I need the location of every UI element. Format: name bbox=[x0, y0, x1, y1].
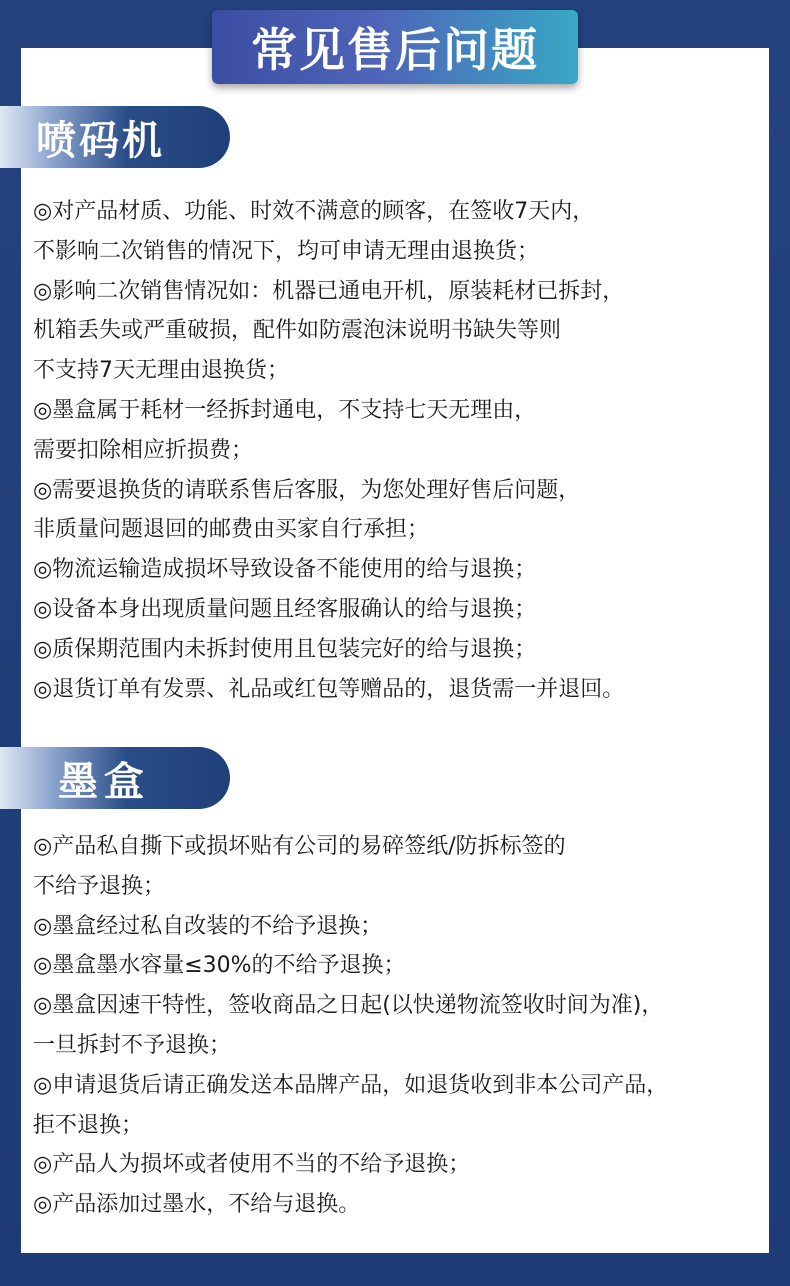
policy-line: ◎退货订单有发票、礼品或红包等赠品的，退货需一并退回。 bbox=[33, 676, 625, 702]
policy-line: 机箱丢失或严重破损，配件如防震泡沫说明书缺失等则 bbox=[33, 318, 562, 344]
policy-line: 拒不退换； bbox=[33, 1112, 144, 1138]
policy-line: ◎产品人为损坏或者使用不当的不给予退换； bbox=[33, 1152, 471, 1178]
policy-line: 非质量问题退回的邮费由买家自行承担； bbox=[33, 517, 430, 543]
policy-line: 不影响二次销售的情况下，均可申请无理由退换货； bbox=[33, 238, 540, 264]
policy-line: ◎需要退换货的请联系售后客服，为您处理好售后问题， bbox=[33, 477, 581, 503]
policy-line: ◎设备本身出现质量问题且经客服确认的给与退换； bbox=[33, 596, 537, 622]
policy-line: ◎墨盒经过私自改装的不给予退换； bbox=[33, 913, 383, 939]
policy-line: ◎墨盒属于耗材一经拆封通电，不支持七天无理由， bbox=[33, 397, 537, 423]
cartridge-policy-list bbox=[33, 827, 763, 1225]
policy-line: ◎影响二次销售情况如：机器已通电开机，原装耗材已拆封， bbox=[33, 278, 625, 304]
policy-line: 需要扣除相应折损费； bbox=[33, 437, 254, 463]
policy-line: ◎产品私自撕下或损坏贴有公司的易碎签纸/防拆标签的 bbox=[33, 834, 566, 859]
policy-line: ◎质保期范围内未拆封使用且包装完好的给与退换； bbox=[33, 636, 537, 662]
page-title: 常见售后问题 bbox=[212, 10, 578, 84]
policy-line: 一旦拆封不予退换； bbox=[33, 1032, 232, 1058]
policy-line: ◎对产品材质、功能、时效不满意的顾客，在签收7天内， bbox=[33, 199, 595, 224]
policy-line: ◎物流运输造成损坏导致设备不能使用的给与退换； bbox=[33, 557, 537, 583]
policy-line: 不给予退换； bbox=[33, 873, 166, 899]
section-heading-printer: 喷码机 bbox=[0, 106, 230, 168]
policy-line: 不支持7天无理由退换货； bbox=[33, 358, 289, 384]
policy-line: ◎墨盒因速干特性，签收商品之日起(以快递物流签收时间为准)， bbox=[33, 993, 664, 1019]
policy-line: ◎产品添加过墨水，不给与退换。 bbox=[33, 1192, 361, 1218]
printer-policy-list bbox=[33, 192, 763, 709]
section-heading-ink-cartridge: 墨盒 bbox=[0, 747, 230, 809]
policy-line: ◎申请退货后请正确发送本品牌产品，如退货收到非本公司产品， bbox=[33, 1072, 669, 1098]
policy-line: ◎墨盒墨水容量≤30%的不给予退换； bbox=[33, 953, 406, 979]
